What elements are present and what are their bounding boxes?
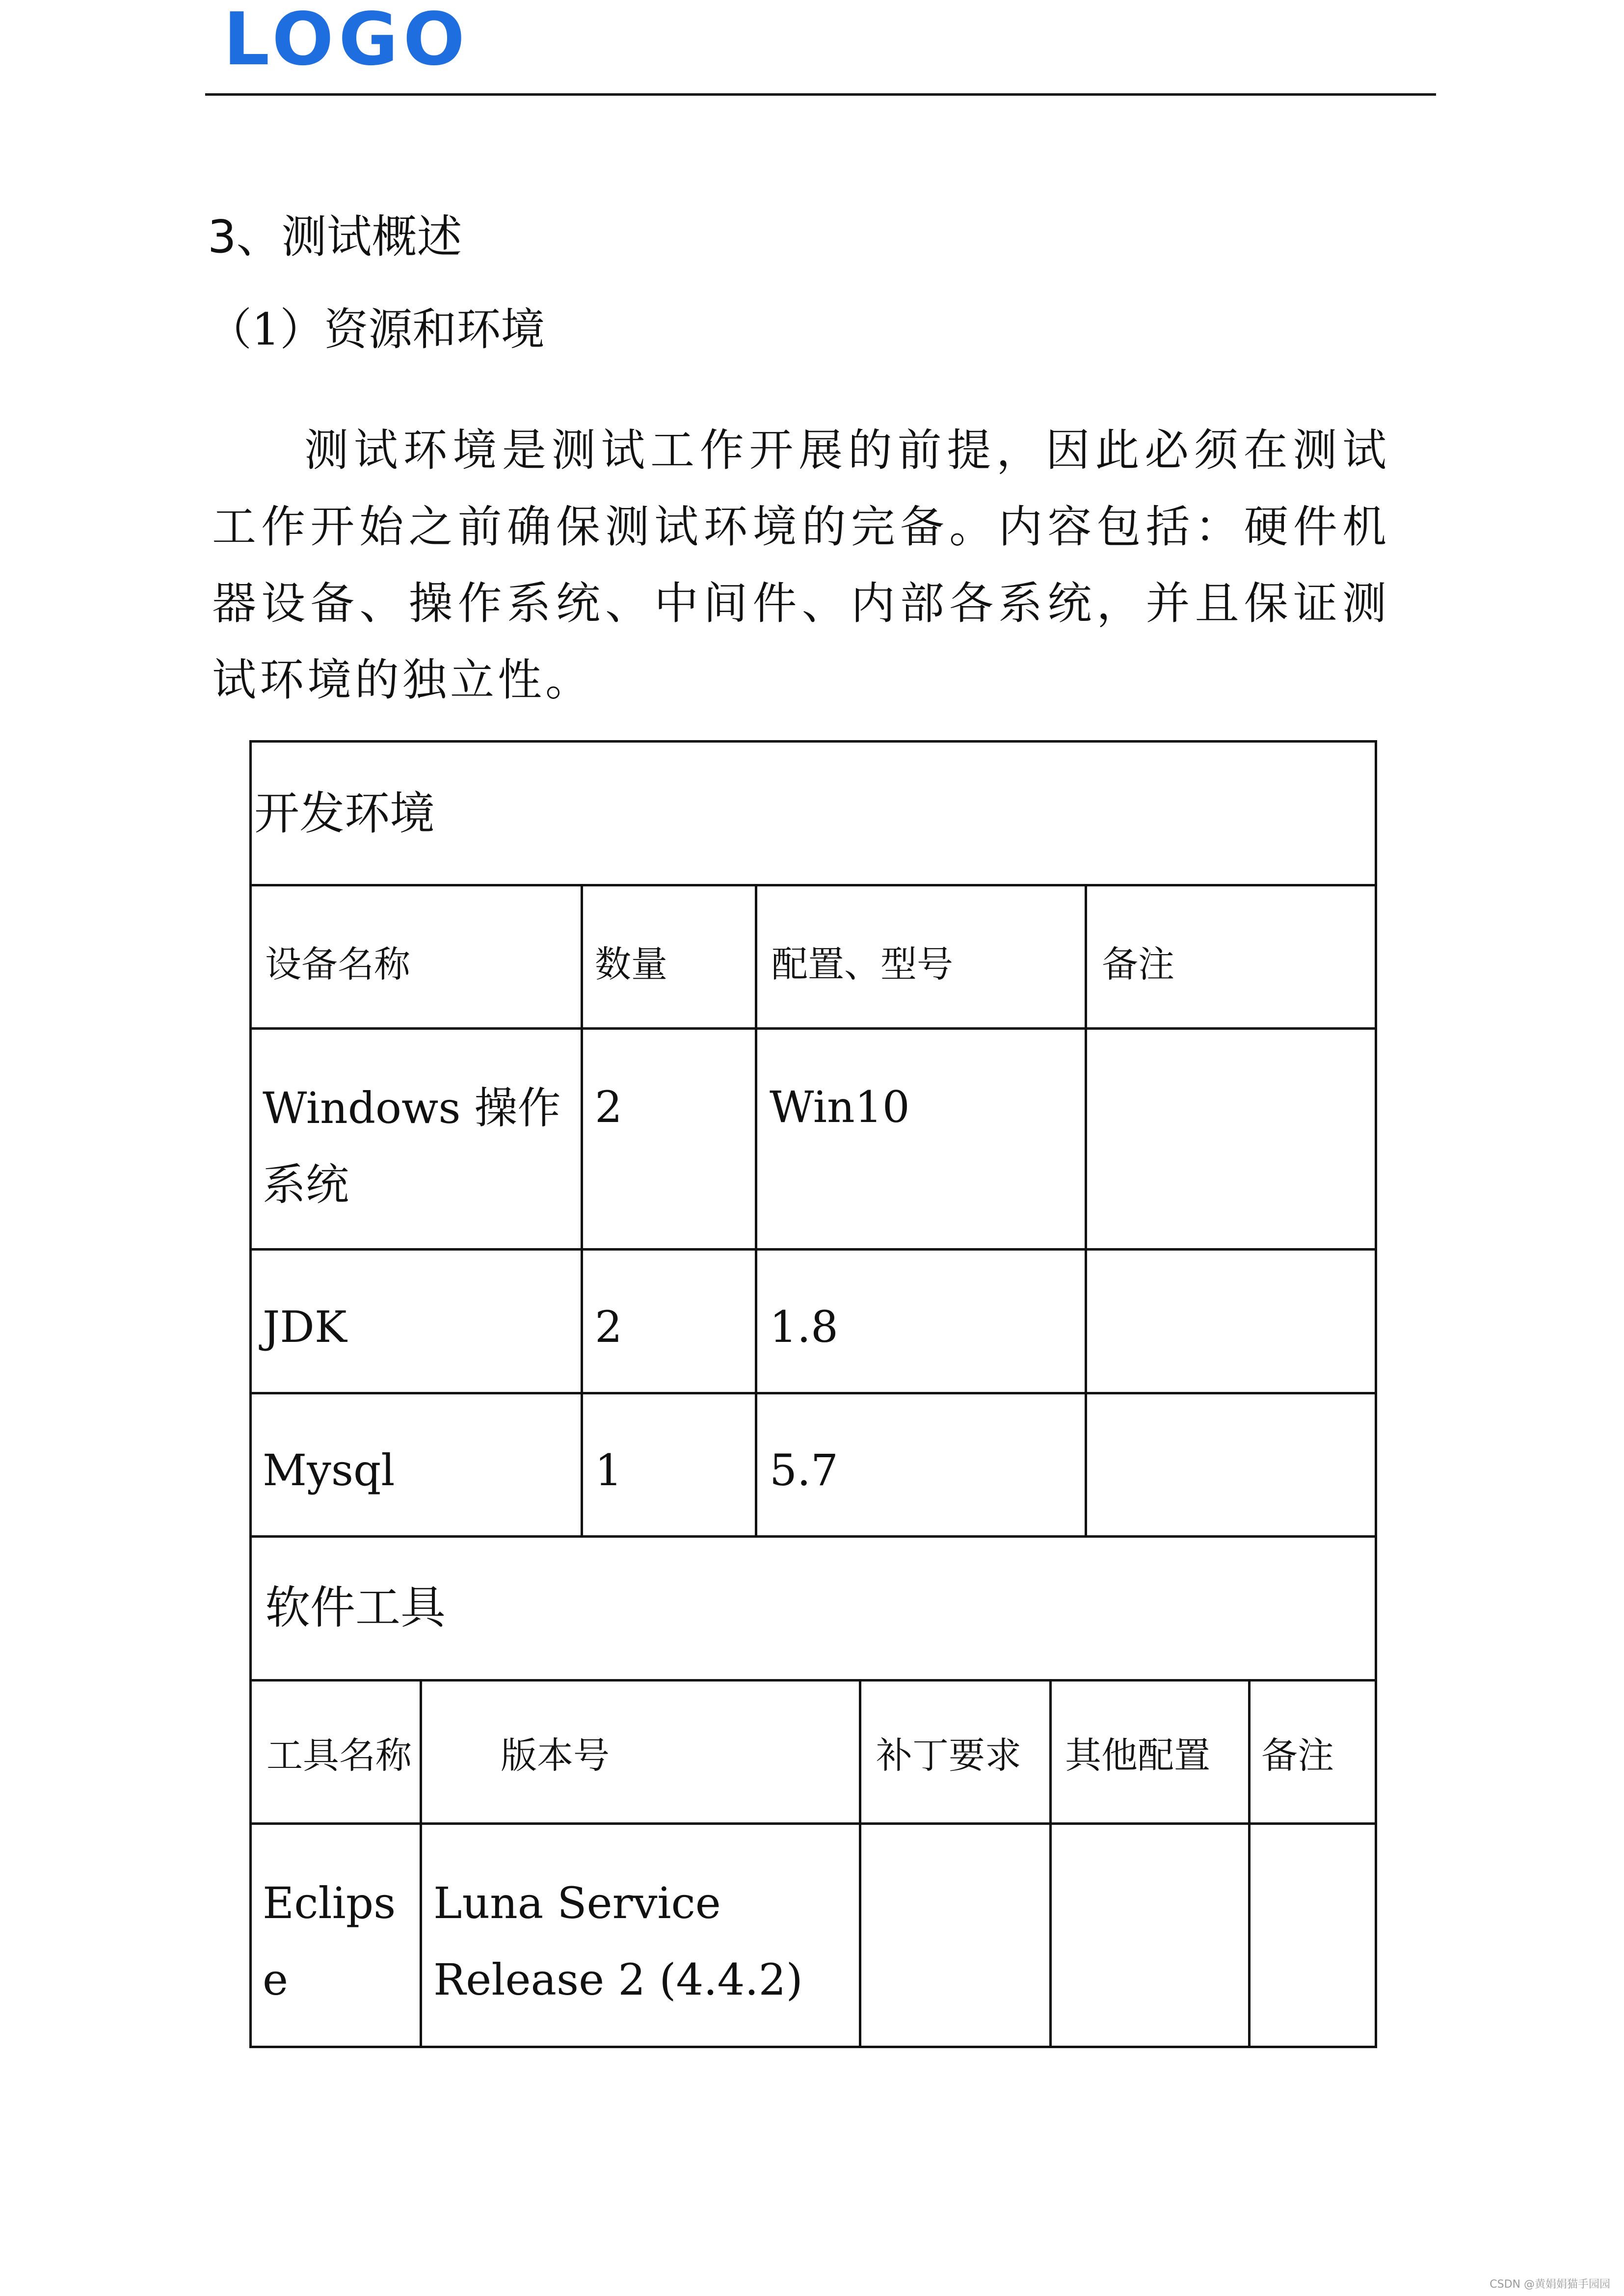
table-cell: 1 bbox=[595, 1445, 622, 1495]
table-rule bbox=[249, 1679, 1377, 1682]
table-column-rule bbox=[581, 884, 583, 1536]
table-column-rule bbox=[1085, 884, 1087, 1536]
table-column-rule bbox=[1049, 1679, 1052, 2048]
subsection-heading: （1）资源和环境 bbox=[208, 304, 545, 355]
table-column-rule bbox=[859, 1679, 861, 2048]
column-header: 备注 bbox=[1261, 1735, 1334, 1777]
header-divider bbox=[205, 93, 1436, 96]
table-rule bbox=[249, 1822, 1377, 1825]
column-header: 设备名称 bbox=[265, 943, 410, 986]
table-rule bbox=[249, 884, 1377, 886]
table-cell: 1.8 bbox=[770, 1302, 838, 1352]
watermark: CSDN @黄娟娟猫手园园 bbox=[1490, 2278, 1610, 2291]
column-header: 配置、型号 bbox=[772, 943, 953, 986]
table-cell: Luna Service Release 2 (4.4.2) bbox=[433, 1878, 803, 2005]
table-rule bbox=[249, 1392, 1377, 1394]
table-column-rule bbox=[755, 884, 757, 1536]
table-cell: 2 bbox=[595, 1302, 622, 1352]
table-cell: 2 bbox=[595, 1082, 622, 1132]
table-rule bbox=[249, 1535, 1377, 1538]
section-heading: 3、测试概述 bbox=[208, 211, 462, 263]
table-cell: Windows 操作系统 bbox=[263, 1083, 561, 1210]
table-rule bbox=[249, 1027, 1377, 1030]
table-cell: JDK bbox=[263, 1302, 347, 1352]
column-header: 补丁要求 bbox=[876, 1735, 1021, 1777]
table-column-rule bbox=[1248, 1679, 1251, 2048]
column-header: 版本号 bbox=[501, 1735, 610, 1777]
dev-env-title: 开发环境 bbox=[254, 787, 435, 840]
table-cell: Eclipse bbox=[263, 1878, 396, 2005]
table-rule bbox=[249, 1248, 1377, 1251]
logo: LOGO bbox=[223, 0, 470, 81]
table-column-rule bbox=[420, 1679, 422, 2048]
column-header: 数量 bbox=[595, 943, 667, 986]
intro-paragraph: 测试环境是测试工作开展的前提，因此必须在测试工作开始之前确保测试环境的完备。内容包括：硬件机器设备、操作系统、中间件、内部各系统，并且保证测试环境的独立性。 bbox=[212, 425, 1390, 706]
table-cell: 5.7 bbox=[770, 1445, 838, 1495]
software-tools-title: 软件工具 bbox=[265, 1581, 446, 1634]
column-header: 工具名称 bbox=[266, 1735, 412, 1777]
table-cell: Win10 bbox=[770, 1082, 910, 1132]
column-header: 备注 bbox=[1102, 943, 1174, 986]
table-cell: Mysql bbox=[263, 1445, 395, 1495]
column-header: 其他配置 bbox=[1065, 1735, 1210, 1777]
